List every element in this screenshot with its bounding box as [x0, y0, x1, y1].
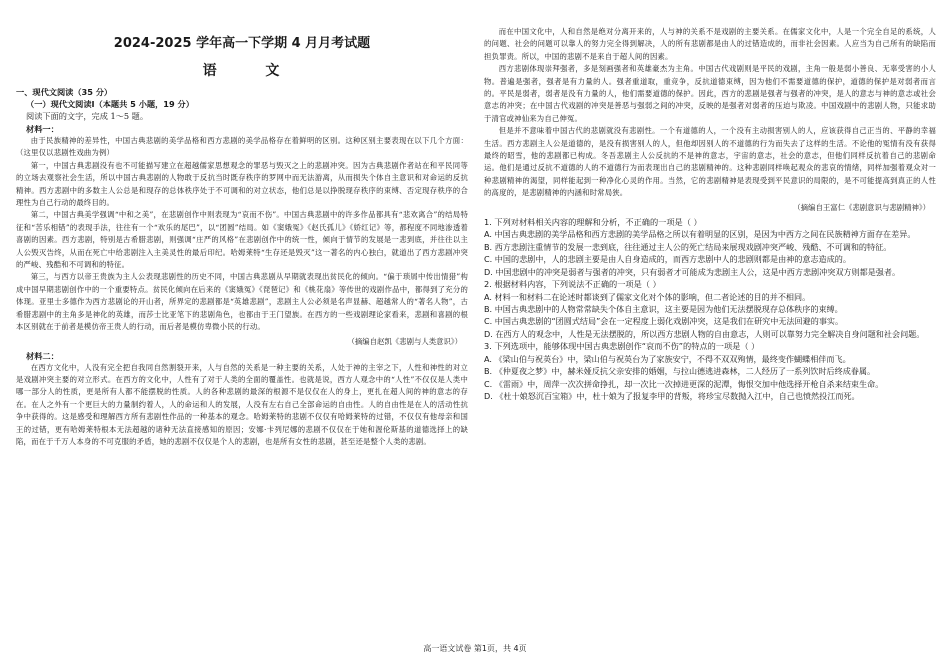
question-option: A. 中国古典悲剧的美学品格和西方悲剧的美学品格之所以有着明显的区别，是因为中西方之间在民族精神方面存在差异。: [484, 229, 916, 240]
material2-continued-paragraph: 但是并不意味着中国古代的悲剧就没有悲剧性。一个有道德的人，一个没有主动损害别人的人，应该获得自己正当的、平静的幸福生活。西方悲剧主人公是道德的，是没有损害别人的人，但他却因别人的不道德的行为而失去了这样的生活。不论他的冤情有没有获得最终的昭雪，他的悲剧都已构成。冬吾悲剧主人公反抗的不是神的意志，宇宙的意志，社会的意志，但他们同样反抗着自己的悲剧命运。他们是通过反抗不道德的人的不道德行为而表现出自己的悲剧精神的。这种悲剧同样唤起观众的悲哀的情绪，同样加强着观众对一种悲剧精神的渴望，同样能起到一种净化心灵的作用。当然，它的悲剧精神是表现受到平民意识的局限的，是不可能提高到真正的人性的高度的，是悲剧精神的内涵和时常局狭。: [484, 126, 936, 198]
subject-title: 语 文: [202, 63, 302, 79]
question-option: B. 中国古典悲剧中的人物常常缺失个体自主意识，这主要是因为他们无法摆脱现存总体秩序的束缚。: [484, 303, 843, 314]
material1-paragraph: 第三，与西方以帝王贵族为主人公表现悲剧性的历史不同，中国古典悲剧从早期就表现出贫民化的倾向。“偏于琐屑中传出情猎”构成中国早期悲剧创作中的一个重要特点。贫民化倾向在后来的《窦娥冤》《琵琶记》和《桃花扇》等传世的戏剧作品中，都得到了充分的体现。亚里士多德作为西方悲剧论的开山者，所界定的悲剧都是“英雄悲剧”，悲剧主人公必须是名声显赫、超越常人的“著名人物”，古希腊悲剧中的主角多是神化的英雄，而莎士比亚笔下的悲剧角色，也都由于王门望族。在西方的一些戏剧理论家看来，悲剧和喜剧的根本区别就在于前者是模仿帝王贵人的行动，而后者是模仿卑微小民的行动。: [16, 272, 468, 332]
question-option: D. 在西方人的观念中，人性是无法摆脱的，所以西方悲剧人物的自由意志，人则可以靠努力完全解决自身问题和社会问题。: [484, 328, 925, 339]
question-option: D. 中国悲剧中的冲突是弱者与强者的冲突，只有弱者才可能成为悲剧主人公，这是中西方悲剧冲突双方则都是强者。: [484, 266, 901, 277]
question-option: C. 中国古典悲剧的“团圆式结局”会在一定程度上弱化戏剧冲突，这是我们在研究中无法回避的事实。: [484, 316, 844, 327]
question-stem: 2. 根据材料内容，下列说法不正确的一项是（ ）: [484, 278, 661, 289]
question-stem: 1. 下列对材料相关内容的理解和分析，不正确的一项是（ ）: [484, 216, 702, 227]
material1-paragraph: 第一，中国古典悲剧没有也不可能描写建立在超越儒家思想观念的罪恶与毁灭之上的悲剧冲突。因为古典悲剧作者站在和平民同等的立场去观察社会生活，所以中国古典悲剧的人物敢于反抗当时既存秩序的罗网中而无法游离，从而损失个体自主意识和对命运的反抗精神。西方悲剧中的多数主人公总是和现存的总体秩序处于不可调和的对立状态，他们总是以挣脱现存秩序的束缚、否定现存秩序的合理性为自己行动的最终目的。: [16, 160, 468, 208]
subsection-heading: （一）现代文阅读Ⅰ（本题共 5 小题，19 分）: [26, 99, 194, 109]
question-option: C. 中国的悲剧中，人的悲剧主要是由人自身造成的，而西方悲剧中人的悲剧则都是由神的意志造成的。: [484, 254, 851, 265]
material2-source: （摘编自王富仁《悲剧意识与悲剧精神》）: [793, 202, 930, 212]
material2-label: 材料二：: [26, 350, 59, 361]
question-option: B. 《仲夏夜之梦》中，赫米娅反抗父亲安排的婚姻，与拉山德逃进森林，二人经历了一系列饮时后终成眷属。: [484, 366, 876, 377]
material1-label: 材料一：: [26, 124, 59, 134]
question-stem: 3. 下列选项中，能够体现中国古典悲剧创作“哀而不伤”的特点的一项是（ ）: [484, 341, 760, 352]
material1-paragraph: 由于民族精神的差异性，中国古典悲剧的美学品格和西方悲剧的美学品格存在着鲜明的区别。这种区别主要表现在以下几个方面：（这里仅以悲剧性戏曲为例）: [16, 136, 468, 158]
page-footer: 高一语文试卷 第1页，共 4页: [423, 644, 527, 653]
right-column: [484, 26, 936, 632]
material2-continued-paragraph: 而在中国文化中，人和自然是绝对分离开来的，人与神的关系不是戏剧的主要关系。在儒家文化中，人是一个完全自足的系统，人的问题、社会的问题可以靠人的努力完全得到解决，人的所有悲剧都是由人的过错造成的，而非社会因素。人应当为自己所有的缺陷而担负罪责。所以，中国的悲剧不是来自于超人间的因素。: [484, 27, 936, 61]
question-1: [484, 216, 936, 278]
material2-continued-paragraph: 西方悲剧体现崇拜强者，多是刻画强者和英雄豪杰为主角。中国古代戏剧则是平民的戏剧，主角一般是弱小善良、无辜受害的小人物。普遍是强者，强者是有力量的人。强者重道取，重竞争，反抗道德束缚，因为他们不需要道德的保护，道德的保护是对弱者而言的。平民是弱者，弱者是没有力量的人，他们需要道德的保护。因此，西方的悲剧是强者与强者的冲突，是人的意志与神的意志或社会意志的冲突；在中国古代戏剧的冲突是善恶与强弱之间的冲突，反映的是强者对弱者的压迫与欺凌。中国戏剧中的悲剧人物，只能求助于清官或神仙来为自己伸冤。: [484, 64, 936, 123]
question-2: [484, 278, 936, 340]
material2-paragraph: 在西方文化中，人没有完全把自我同自然割裂开来，人与自然的关系是一种主要的关系，人处于神的主宰之下，人性和神性的对立是戏剧冲突主要的对立形式。在西方的文化中，人性有了对于人类的全面的覆盖性。也就是说，西方人观念中的“人性”不仅仅是人类中哪一部分人的性质，更是所有人都不能摆脱的性质。人的各种悲剧的最深的根源不是仅仅在人的身上，更扎在超人间的神的意志的存在。在人之外有一个更巨大的力量制约着人，人的命运和人的发展，人没有左右自己全部命运的自由性。人的自由性是在人的活动性抗争中获得的。这是感受和理解西方所有悲剧性作品的一种基本的观念。哈姆莱特的悲剧不仅仅有哈姆莱特的过错，不仅仅有他母亲和国王的过错，更有哈姆莱特根本无法超越的诸种无法直接感知的原因；安娜·卡列尼娜的悲剧不仅仅在于她和渥伦斯基的道德选择上的缺陷，而在于千万人本身的不可克服的矛盾，她的悲剧不仅仅是个人的悲剧，也是所有女性的悲剧，甚至还是整个人类的悲剧。: [16, 362, 468, 446]
exam-title: 2024-2025 学年高一下学期 4 月月考试题: [113, 36, 371, 51]
question-option: A. 《梁山伯与祝英台》中，梁山伯与祝英台为了家族安宁，不得不双双殉情，最终变作蝴蝶相伴而飞。: [484, 353, 851, 364]
question-3: [484, 340, 936, 402]
material1-paragraph: 第二，中国古典美学强调“中和之美”，在悲剧创作中则表现为“哀而不伤”。中国古典悲剧中的许多作品都具有“悲欢离合”的结局特征和“苦乐相错”的表现手法，往往有一个“欢乐的尾巴”，以“团圆”结局。如《窦娥冤》《赵氏孤儿》《娇红记》等，都程度不同地渗透着喜剧的因素。西方悲剧，特别是古希腊悲剧，则强调“庄严的风格”在悲剧创作中的统一性，倾向于情节的发展是一悲到底，并往往以主人公毁灭告终，从而在死亡中给悲剧注入主美灵性的最后印纪。哈姆莱特“生存还是毁灭”这一著名的内心独白，就道出了西方悲剧冲突的严峻、残酷和不可调和的特征。: [16, 210, 468, 270]
section-heading: 一、现代文阅读（35 分）: [16, 87, 113, 97]
left-column: [16, 26, 468, 632]
question-option: D. 《杜十娘怒沉百宝箱》中，杜十娘为了报复李甲的背叛，将珍宝尽数抛入江中，自己也愤然投江而死。: [484, 390, 860, 401]
question-option: A. 材料一和材料二在论述时都谈到了儒家文化对个体的影响，但二者论述的目的并不相同。: [484, 291, 811, 302]
question-option: C. 《雷雨》中，周萍一次次拼命挣扎，却一次比一次掉进更深的泥潭，悔恨交加中他选择开枪自杀来结束生命。: [484, 378, 884, 389]
question-option: B. 西方悲剧注重情节的发展一悲到底，往往通过主人公的死亡结局来展现戏剧冲突严峻、残酷、不可调和的特征。: [484, 241, 892, 252]
instruction: 阅读下面的文字，完成 1～5 题。: [26, 111, 149, 121]
material1-source: （摘编自赵凯《悲剧与人类意识》）: [347, 336, 462, 346]
